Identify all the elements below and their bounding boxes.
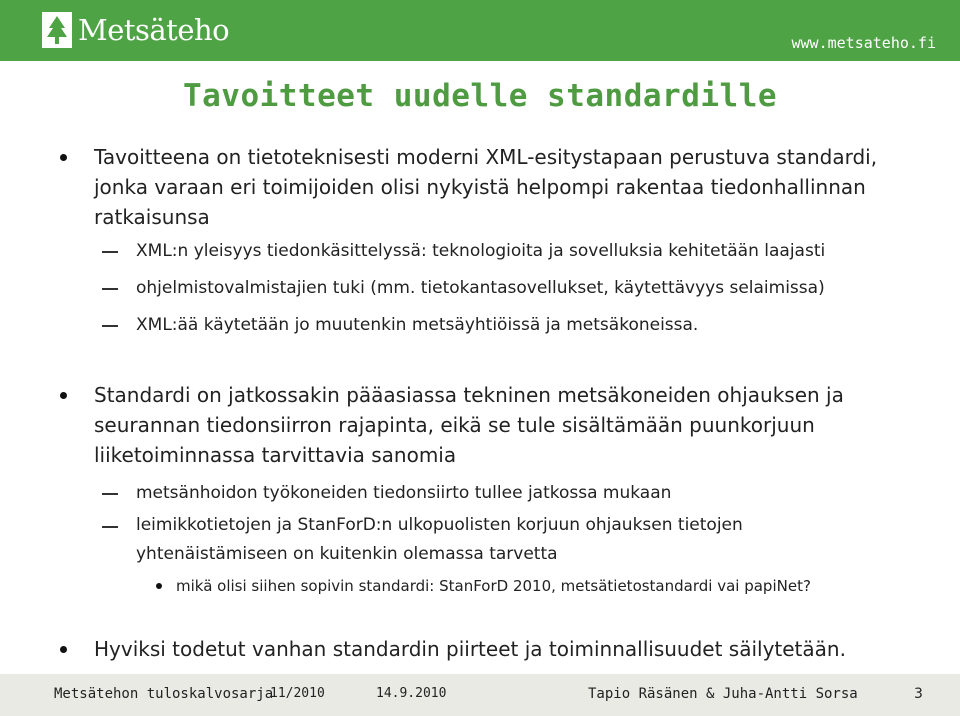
sub-bullet-1-1: XML:n yleisyys tiedonkäsittelyssä: teknologioita ja sovelluksia kehitetään laajasti: [136, 236, 936, 266]
bullet-3: Hyviksi todetut vanhan standardin piirteet ja toiminnallisuudet säilytetään.: [94, 634, 924, 664]
sub-sub-bullet-2-2-1: mikä olisi siihen sopivin standardi: StanForD 2010, metsätietostandardi vai papiNet?: [176, 574, 936, 598]
bullet-1: Tavoitteena on tietoteknisesti moderni XML-esitystapaan perustuva standardi, jonka varaan eri toimijoiden olisi nykyistä helpompi rakentaa tiedonhallinnan ratkaisunsa: [94, 142, 924, 232]
sub-bullet-1-2: ohjelmistovalmistajien tuki (mm. tietokantasovellukset, käytettävyys selaimissa): [136, 273, 936, 303]
tree-icon: [40, 10, 74, 50]
sub-bullet-1-3: XML:ää käytetään jo muutenkin metsäyhtiöissä ja metsäkoneissa.: [136, 310, 936, 340]
footer-issue: 11/2010: [270, 686, 325, 701]
logo: [40, 10, 229, 50]
page-number: 3: [914, 686, 923, 702]
slide-title: Tavoitteet uudelle standardille: [182, 78, 778, 114]
dash-marker: [102, 526, 118, 528]
footer-date: 14.9.2010: [376, 686, 447, 701]
sub-bullet-2-1: metsänhoidon työkoneiden tiedonsiirto tullee jatkossa mukaan: [136, 478, 936, 508]
header-bar: [0, 0, 960, 61]
dash-marker: [102, 288, 118, 290]
dash-marker: [102, 251, 118, 253]
dash-marker: [102, 493, 118, 495]
dash-marker: [102, 325, 118, 327]
site-url: www.metsateho.fi: [791, 34, 936, 52]
footer-bar: [0, 674, 960, 716]
logo-text: Metsäteho: [78, 13, 230, 47]
bullet-2: Standardi on jatkossakin pääasiassa tekninen metsäkoneiden ohjauksen ja seurannan tiedonsiirron rajapinta, eikä se tule sisältämään puunkorjuun liiketoiminnassa tarvittavia sanomia: [94, 380, 924, 470]
footer-authors: Tapio Räsänen & Juha-Antti Sorsa: [588, 686, 858, 702]
footer-series: Metsätehon tuloskalvosarja: [54, 686, 274, 702]
sub-bullet-2-2: leimikkotietojen ja StanForD:n ulkopuolisten korjuun ohjauksen tietojen yhtenäistämiseen on kuitenkin olemassa tarvetta: [136, 511, 856, 569]
